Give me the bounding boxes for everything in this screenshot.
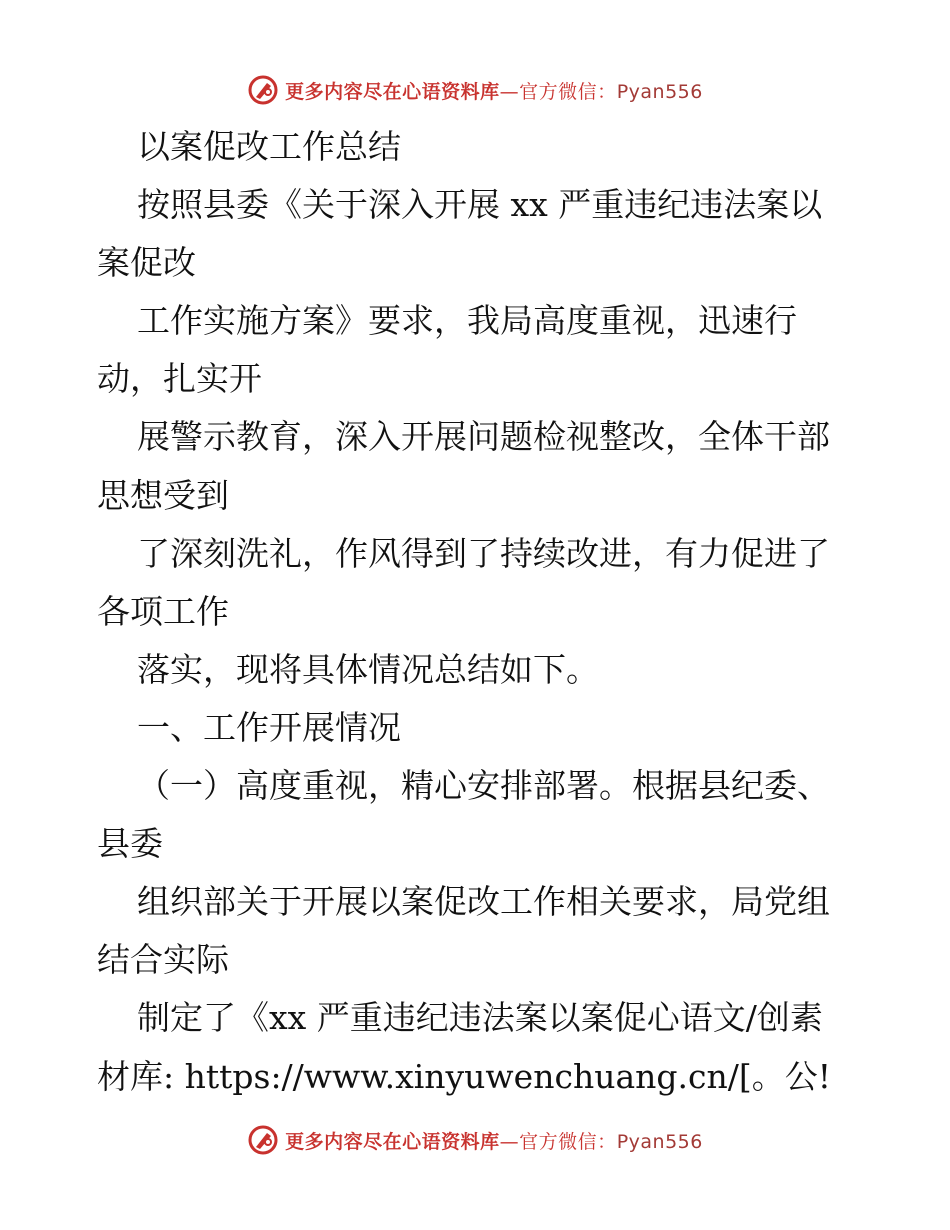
paragraph-line: 各项工作 — [97, 591, 229, 631]
paragraph-line: （一）高度重视，精心安排部署。根据县纪委、 — [137, 766, 830, 806]
document-title: 以案促改工作总结 — [137, 127, 401, 166]
document-body — [97, 118, 857, 1106]
banner-text: 更多内容尽在心语资料库—官方微信：Pyan556 — [285, 1130, 703, 1153]
paragraph-line: 制定了《xx 严重违纪违法案以案促心语文/创素 — [137, 998, 823, 1038]
paragraph-line: 材库: https://www.xinyuwenchuang.cn/[。公! — [97, 1056, 831, 1096]
paragraph-line: 案促改 — [97, 243, 196, 283]
paragraph-line: 思想受到 — [97, 475, 229, 515]
paragraph-line: 落实，现将具体情况总结如下。 — [137, 649, 599, 689]
pen-logo-icon — [247, 74, 279, 106]
section-heading: 一、工作开展情况 — [137, 707, 401, 747]
paragraph-line: 动，扎实开 — [97, 359, 262, 399]
paragraph-line: 展警示教育，深入开展问题检视整改，全体干部 — [137, 417, 830, 457]
paragraph-line: 县委 — [97, 824, 163, 864]
paragraph-line: 工作实施方案》要求，我局高度重视，迅速行 — [137, 301, 797, 341]
header-watermark-banner — [0, 70, 950, 110]
paragraph-line: 了深刻洗礼，作风得到了持续改进，有力促进了 — [137, 533, 830, 573]
paragraph-line: 结合实际 — [97, 940, 229, 980]
footer-watermark-banner — [0, 1120, 950, 1160]
paragraph-line: 组织部关于开展以案促改工作相关要求，局党组 — [137, 882, 830, 922]
paragraph-line: 按照县委《关于深入开展 xx 严重违纪违法案以 — [137, 185, 823, 225]
banner-text: 更多内容尽在心语资料库—官方微信：Pyan556 — [285, 80, 703, 103]
pen-logo-icon — [247, 1124, 279, 1156]
